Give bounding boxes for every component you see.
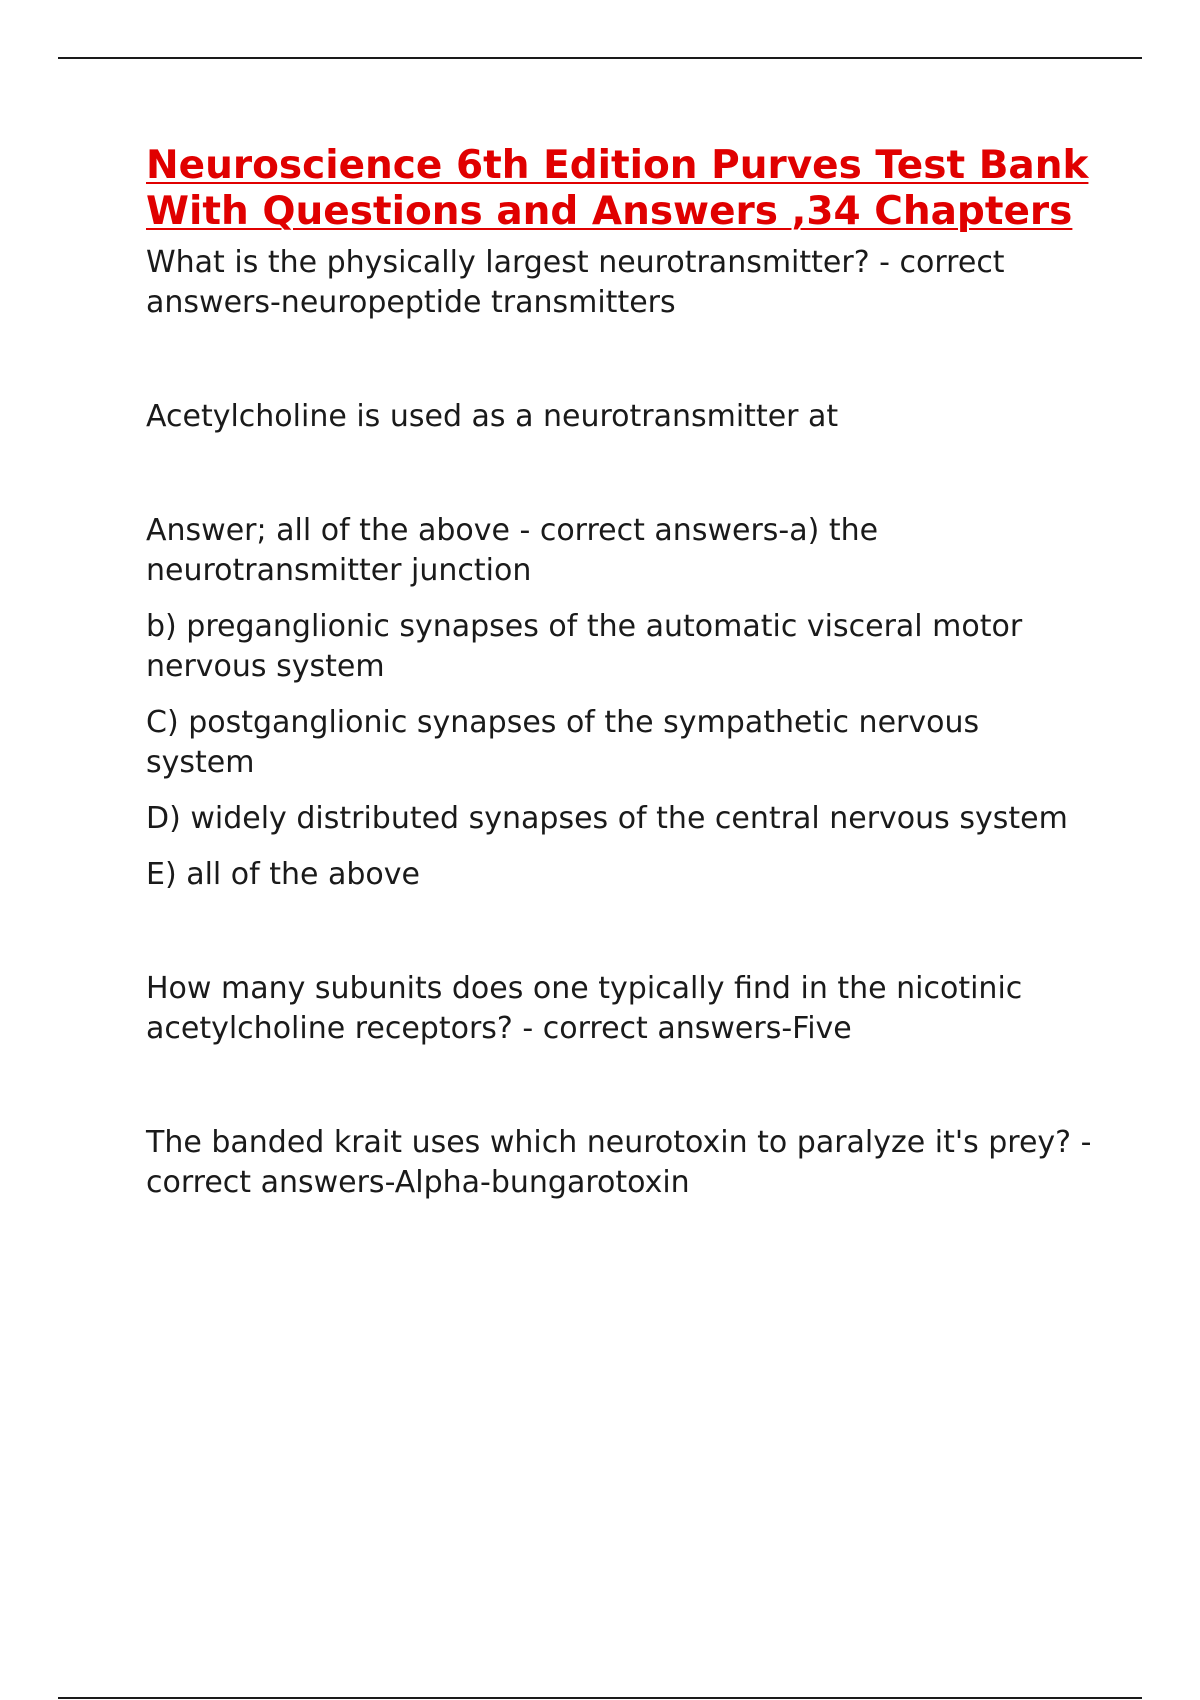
answer-option-c: C) postganglionic synapses of the sympathetic nervous system [146, 705, 980, 780]
answer-option-a: Answer; all of the above - correct answers-a) the neurotransmitter junction [146, 513, 879, 588]
document-body [146, 143, 1096, 1203]
question-largest-neurotransmitter: What is the physically largest neurotransmitter? - correct answers-neuropeptide transmitters [146, 245, 1005, 320]
answer-option-e: E) all of the above [146, 857, 420, 892]
top-rule [58, 57, 1142, 59]
question-banded-krait: The banded krait uses which neurotoxin to paralyze it's prey? - correct answers-Alpha-bungarotoxin [146, 1125, 1092, 1200]
answer-option-d: D) widely distributed synapses of the central nervous system [146, 801, 1068, 836]
question-acetylcholine: Acetylcholine is used as a neurotransmitter at [146, 399, 839, 434]
answer-option-b: b) preganglionic synapses of the automatic visceral motor nervous system [146, 609, 1023, 684]
document-title: Neuroscience 6th Edition Purves Test Bank With Questions and Answers ,34 Chapters [146, 143, 1089, 234]
question-nicotinic-subunits: How many subunits does one typically find in the nicotinic acetylcholine receptors? - correct answers-Five [146, 971, 1023, 1046]
bottom-rule [58, 1697, 1142, 1699]
